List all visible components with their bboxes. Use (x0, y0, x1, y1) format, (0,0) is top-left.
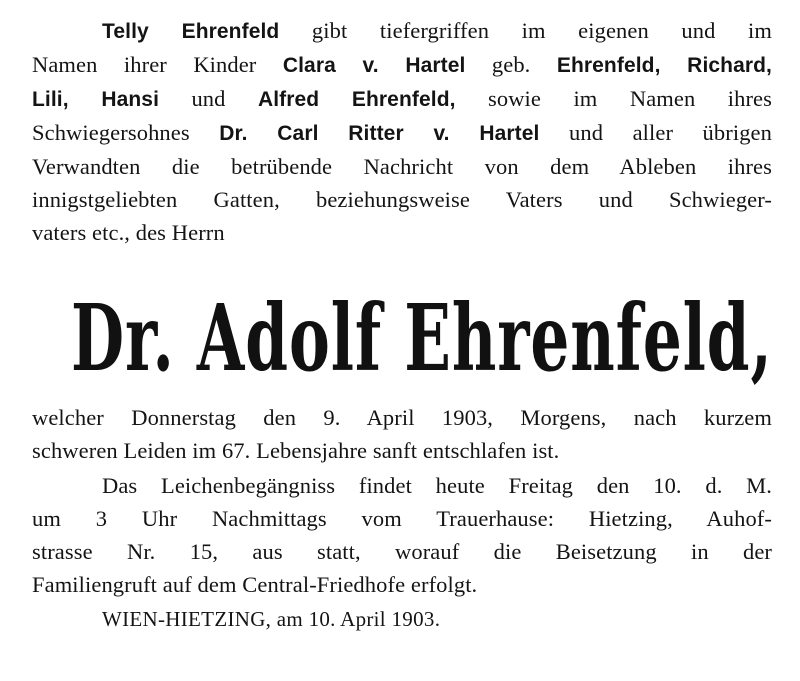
text-segment: sowie im Namen ihres (455, 86, 772, 111)
announcement-line (32, 216, 772, 249)
bold-name: Alfred Ehrenfeld, (257, 88, 456, 111)
announcement-line (32, 150, 772, 183)
obituary-notice (32, 14, 772, 636)
text-segment: Schwiegersohnes (32, 120, 220, 145)
announcement-line (32, 48, 772, 82)
funeral-line: strasse Nr. 15, aus statt, worauf die Beisetzung in der (32, 539, 772, 564)
deceased-name-heading (32, 285, 773, 393)
text-segment: gibt tiefergriffen im eigenen und im (279, 18, 772, 43)
funeral-line: um 3 Uhr Nachmittags vom Trauerhause: Hietzing, Auhof- (32, 506, 772, 531)
bold-name: Telly Ehrenfeld (102, 20, 280, 43)
bold-name: Ehrenfeld, Richard, (556, 54, 772, 77)
death-notice-line: welcher Donnerstag den 9. April 1903, Morgens, nach kurzem (32, 405, 772, 430)
announcement-line (32, 183, 772, 216)
announcement-line (32, 14, 772, 48)
bold-name: Lili, Hansi (32, 88, 160, 111)
text-segment: und (159, 86, 258, 111)
funeral-line: Das Leichenbegängniss findet heute Freitag den 10. d. M. (102, 473, 772, 498)
text-segment: und aller übrigen (539, 120, 772, 145)
announcement-line (32, 116, 772, 150)
text-segment: innigstgeliebten Gatten, beziehungsweise Vaters und Schwieger- (32, 187, 772, 212)
announcement-line (32, 82, 772, 116)
deceased-name: Dr. Adolf Ehrenfeld, (70, 285, 773, 393)
text-segment: Namen ihrer Kinder (32, 52, 283, 77)
bold-name: Clara v. Hartel (282, 54, 466, 77)
text-segment: Verwandten die betrübende Nachricht von dem Ableben ihres (32, 154, 772, 179)
funeral-line: Familiengruft auf dem Central-Friedhofe erfolgt. (32, 572, 478, 597)
bold-name: Dr. Carl Ritter v. Hartel (219, 122, 540, 145)
death-notice-paragraph (32, 401, 772, 467)
text-segment: geb. (465, 52, 557, 77)
funeral-paragraph (32, 469, 772, 601)
text-segment: vaters etc., des Herrn (32, 220, 225, 245)
signoff-line: WIEN-HIETZING, am 10. April 1903. (102, 607, 441, 631)
announcement-paragraph (32, 14, 772, 249)
death-notice-line: schweren Leiden im 67. Lebensjahre sanft entschlafen ist. (32, 438, 560, 463)
